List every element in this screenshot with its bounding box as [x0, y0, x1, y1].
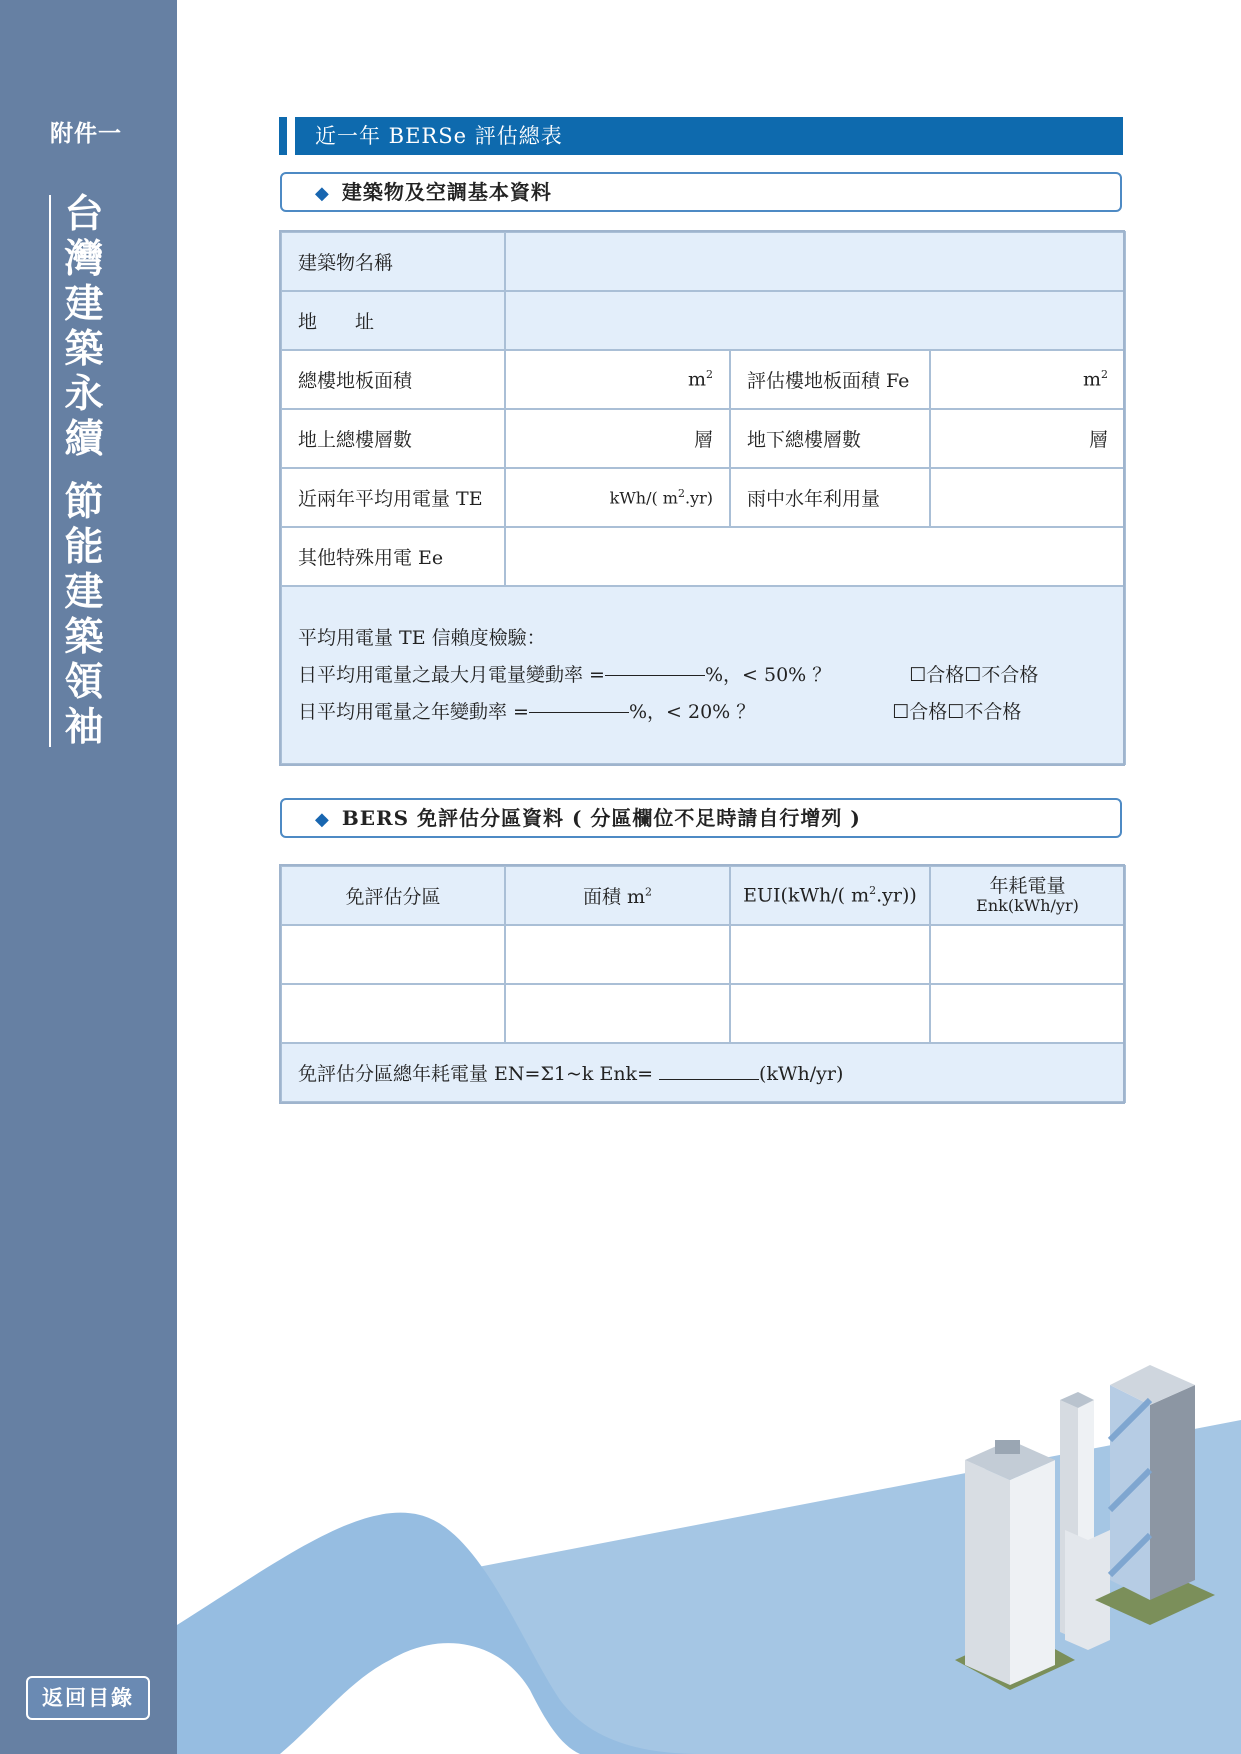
- header-text: 年耗電量: [989, 874, 1066, 897]
- eui-cell[interactable]: [730, 925, 930, 984]
- address-label: 地 址: [281, 291, 505, 350]
- eval-floor-area-label: 評估樓地板面積 Fe: [730, 350, 930, 409]
- total-consumption-row: [281, 1043, 1125, 1102]
- superscript: 2: [1101, 368, 1109, 382]
- reliability-check-block: [281, 586, 1125, 764]
- above-floors-label: 地上總樓層數: [281, 409, 505, 468]
- avg-power-label: 近兩年平均用電量 TE: [281, 468, 505, 527]
- vertical-title-char: 續: [64, 416, 104, 462]
- eval-floor-area-field[interactable]: [930, 350, 1125, 409]
- area-cell[interactable]: [505, 925, 730, 984]
- unit-text: 層: [1089, 429, 1109, 451]
- unit-text: .yr): [684, 488, 713, 508]
- pass-fail-checkboxes[interactable]: ☐合格☐不合格: [909, 663, 1039, 686]
- header-text: Enk(kWh/yr): [976, 895, 1079, 915]
- vertical-title-char: 建: [64, 281, 104, 327]
- reliability-line-tail: %，< 20% ？: [628, 700, 756, 723]
- basic-info-table: [280, 231, 1126, 765]
- vertical-title-char: 領: [64, 659, 104, 705]
- superscript: 2: [677, 487, 685, 501]
- table-row: [281, 232, 1125, 291]
- address-field[interactable]: [505, 291, 1125, 350]
- zone-cell[interactable]: [281, 984, 505, 1043]
- unit-text: 層: [693, 429, 713, 451]
- unit-text: m: [687, 368, 706, 391]
- sidebar-divider: [49, 195, 51, 747]
- vertical-title-char: 袖: [64, 704, 104, 750]
- fill-blank[interactable]: [529, 694, 629, 713]
- vertical-title-char: 建: [64, 569, 104, 615]
- page-title: 近一年 BERSe 評估總表: [279, 117, 1123, 155]
- table-row: [281, 291, 1125, 350]
- vertical-title-char: 節: [64, 479, 104, 525]
- section-heading-basic-info: [280, 172, 1122, 212]
- header-text: 面積 m: [582, 886, 646, 908]
- reliability-line-2: [298, 694, 1108, 731]
- rainwater-field[interactable]: [930, 468, 1125, 527]
- header-text: .yr)): [876, 884, 917, 907]
- total-consumption-text: 免評估分區總年耗電量 EN=Σ1~k Enk=: [298, 1063, 653, 1085]
- zone-header: 免評估分區: [281, 866, 505, 925]
- eui-cell[interactable]: [730, 984, 930, 1043]
- area-header: [505, 866, 730, 925]
- reliability-heading: 平均用電量 TE 信賴度檢驗：: [298, 626, 546, 649]
- above-floors-field[interactable]: [505, 409, 730, 468]
- appendix-label: 附件一: [50, 120, 122, 147]
- table-row: [281, 984, 1125, 1043]
- section-heading-exempt-zones: [280, 798, 1122, 838]
- pass-fail-checkboxes[interactable]: ☐合格☐不合格: [892, 700, 1022, 723]
- unit-text: m: [1082, 368, 1102, 391]
- special-power-label: 其他特殊用電 Ee: [281, 527, 505, 586]
- area-cell[interactable]: [505, 984, 730, 1043]
- fill-blank[interactable]: [659, 1061, 759, 1080]
- below-floors-label: 地下總樓層數: [730, 409, 930, 468]
- below-floors-field[interactable]: [930, 409, 1125, 468]
- reliability-line-text: 日平均用電量之最大月電量變動率 =: [298, 663, 605, 686]
- table-row: [281, 586, 1125, 764]
- table-row: [281, 1043, 1125, 1102]
- vertical-title-char: 台: [64, 191, 104, 237]
- zone-cell[interactable]: [281, 925, 505, 984]
- rainwater-label: 雨中水年利用量: [730, 468, 930, 527]
- superscript: 2: [869, 884, 877, 898]
- vertical-title-char: 能: [64, 524, 104, 570]
- diamond-icon: ◆: [315, 809, 330, 830]
- section-heading-text: BERS 免評估分區資料 ( 分區欄位不足時請自行增列 ): [341, 806, 861, 830]
- unit-text: kWh/( m: [609, 488, 678, 508]
- vertical-title-char: 永: [64, 371, 104, 417]
- building-name-field[interactable]: [505, 232, 1125, 291]
- table-header-row: [281, 866, 1125, 925]
- diamond-icon: ◆: [315, 183, 330, 204]
- exempt-zones-table: [280, 865, 1126, 1103]
- table-row: [281, 468, 1125, 527]
- reliability-line-1: [298, 657, 1108, 694]
- reliability-line-text: 日平均用電量之年變動率 =: [298, 700, 529, 723]
- total-consumption-unit: (kWh/yr): [759, 1063, 844, 1085]
- table-row: [281, 527, 1125, 586]
- table-row: [281, 409, 1125, 468]
- total-floor-area-field[interactable]: [505, 350, 730, 409]
- vertical-title-char: 築: [64, 614, 104, 660]
- back-to-contents-button[interactable]: 返回目錄: [26, 1676, 150, 1720]
- special-power-field[interactable]: [505, 527, 1125, 586]
- table-row: [281, 350, 1125, 409]
- reliability-line-tail: %，< 50% ？: [704, 663, 832, 686]
- vertical-title-char: 灣: [64, 236, 104, 282]
- fill-blank[interactable]: [605, 657, 705, 676]
- superscript: 2: [645, 885, 653, 899]
- annual-consumption-header: [930, 866, 1125, 925]
- section-heading-text: 建築物及空調基本資料: [341, 180, 552, 204]
- eui-header: [730, 866, 930, 925]
- annual-consumption-cell[interactable]: [930, 925, 1125, 984]
- total-floor-area-label: 總樓地板面積: [281, 350, 505, 409]
- vertical-title: [62, 192, 106, 750]
- superscript: 2: [706, 368, 713, 382]
- avg-power-field[interactable]: [505, 468, 730, 527]
- header-text: EUI(kWh/( m: [743, 884, 870, 907]
- table-row: [281, 925, 1125, 984]
- annual-consumption-cell[interactable]: [930, 984, 1125, 1043]
- vertical-title-char: 築: [64, 326, 104, 372]
- building-name-label: 建築物名稱: [281, 232, 505, 291]
